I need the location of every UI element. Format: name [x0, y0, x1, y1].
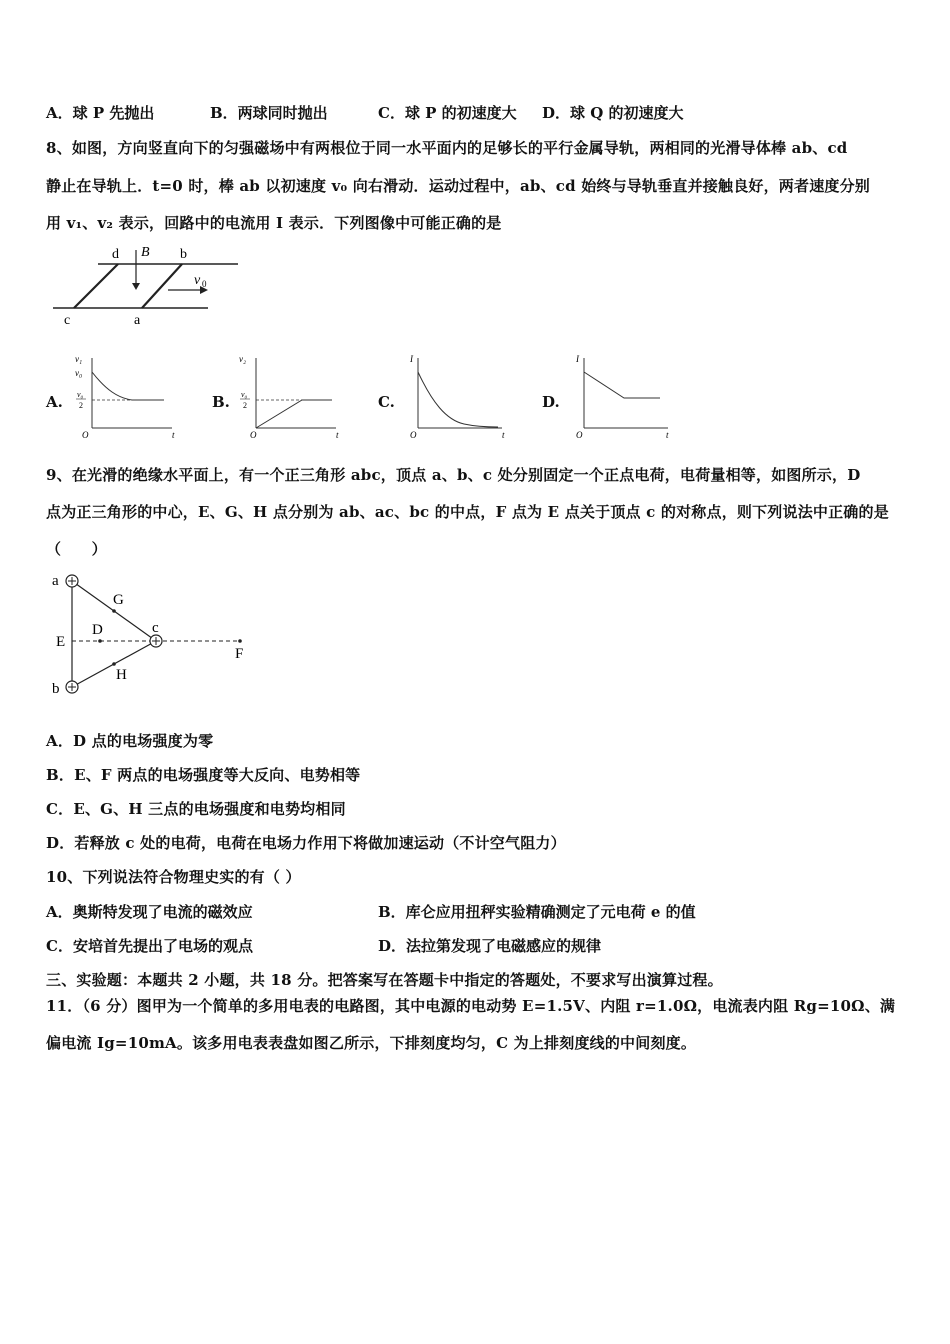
origin: O	[410, 430, 417, 440]
q8-graph-d	[564, 350, 676, 442]
q10-option-d: D．法拉第发现了电磁感应的规律	[378, 937, 602, 955]
q8-option-d-label: D.	[542, 393, 560, 411]
label-H: H	[116, 667, 127, 683]
y-label: v₁	[75, 354, 83, 364]
q8-rails-figure	[48, 240, 248, 330]
q7-option-a: A．球 P 先抛出	[46, 104, 155, 122]
q9-triangle-figure	[46, 566, 256, 700]
origin: O	[576, 430, 583, 440]
label-b: b	[52, 681, 60, 697]
label-c: c	[64, 313, 71, 328]
q9-option-a: A．D 点的电场强度为零	[46, 732, 214, 750]
label-b: b	[180, 247, 187, 262]
point-F	[238, 639, 242, 643]
q7-option-c: C．球 P 的初速度大	[378, 104, 517, 122]
q7-option-b: B．两球同时抛出	[210, 104, 328, 122]
q8-graph-b	[236, 350, 346, 442]
point-G	[112, 609, 116, 613]
x-label: t	[502, 430, 505, 440]
half-num: v₀	[241, 390, 248, 399]
half-den: 2	[243, 401, 247, 410]
q9-option-c: C．E、G、H 三点的电场强度和电势均相同	[46, 800, 346, 818]
half-num: v₀	[77, 390, 84, 399]
field-arrowhead	[132, 283, 140, 290]
label-v0-sub: 0	[202, 279, 207, 289]
q10-stem: 10、下列说法符合物理史实的有（ ）	[46, 868, 301, 886]
y-label: v₂	[239, 354, 247, 364]
x-label: t	[336, 430, 339, 440]
q10-option-c: C．安培首先提出了电场的观点	[46, 937, 253, 955]
label-G: G	[113, 592, 124, 608]
x-label: t	[172, 430, 175, 440]
label-F: F	[235, 646, 244, 662]
y-label: I	[410, 354, 413, 364]
rod-ab	[142, 264, 182, 308]
q8-stem-line1: 8、如图，方向竖直向下的匀强磁场中有两根位于同一水平面内的足够长的平行金属导轨，两相同的光滑导体棒 ab、cd	[46, 139, 848, 157]
q10-option-a: A．奥斯特发现了电流的磁效应	[46, 903, 253, 921]
label-D: D	[92, 622, 103, 638]
current-curve	[584, 372, 660, 398]
q9-stem-line1: 9、在光滑的绝缘水平面上，有一个正三角形 abc，顶点 a、b、c 处分别固定一个正点电荷，电荷量相等，如图所示，D	[46, 466, 861, 484]
q8-graph-c	[398, 350, 510, 442]
x-label: t	[666, 430, 669, 440]
q8-option-c-label: C.	[378, 393, 395, 411]
q9-stem-line3: （ ）	[46, 540, 107, 558]
q11-stem-line1: 11．（6 分）图甲为一个简单的多用电表的电路图，其中电源的电动势 E=1.5V、内阻 r=1.0Ω，电流表内阻 Rg=10Ω、满	[46, 997, 896, 1015]
q8-stem-line3: 用 v₁、v₂ 表示，回路中的电流用 I 表示．下列图像中可能正确的是	[46, 214, 502, 232]
point-D	[98, 639, 102, 643]
q8-graph-a	[72, 350, 182, 442]
q9-option-b: B．E、F 两点的电场强度等大反向、电势相等	[46, 766, 361, 784]
label-a: a	[52, 573, 59, 589]
label-v0: v	[194, 273, 201, 288]
q11-stem-line2: 偏电流 Ig=10mA。该多用电表表盘如图乙所示，下排刻度均匀，C 为上排刻度线的中间刻度。	[46, 1034, 697, 1052]
rod-cd	[74, 264, 118, 308]
label-d: d	[112, 247, 119, 262]
q9-option-d: D．若释放 c 处的电荷，电荷在电场力作用下将做加速运动（不计空气阻力）	[46, 834, 566, 852]
q8-stem-line2: 静止在导轨上．t=0 时，棒 ab 以初速度 v₀ 向右滑动．运动过程中，ab、cd 始终与导轨垂直并接触良好，两者速度分别	[46, 177, 870, 195]
label-c: c	[152, 620, 159, 636]
v1-curve	[92, 372, 164, 400]
current-curve	[418, 372, 498, 427]
label-E: E	[56, 634, 66, 650]
v2-curve	[256, 400, 332, 428]
half-den: 2	[79, 401, 83, 410]
origin: O	[82, 430, 89, 440]
origin: O	[250, 430, 257, 440]
point-H	[112, 662, 116, 666]
label-a: a	[134, 313, 141, 328]
v0-tick: v₀	[75, 368, 83, 378]
q10-option-b: B．库仑应用扭秤实验精确测定了元电荷 e 的值	[378, 903, 696, 921]
y-label: I	[576, 354, 579, 364]
q8-option-b-label: B.	[212, 393, 230, 411]
q8-option-a-label: A.	[46, 393, 63, 411]
section-3-heading: 三、实验题：本题共 2 小题，共 18 分。把答案写在答题卡中指定的答题处，不要求写出演算过程。	[46, 971, 723, 989]
label-B: B	[141, 245, 150, 260]
q7-option-d: D．球 Q 的初速度大	[542, 104, 684, 122]
q9-stem-line2: 点为正三角形的中心，E、G、H 点分别为 ab、ac、bc 的中点，F 点为 E 点关于顶点 c 的对称点，则下列说法中正确的是	[46, 503, 889, 521]
